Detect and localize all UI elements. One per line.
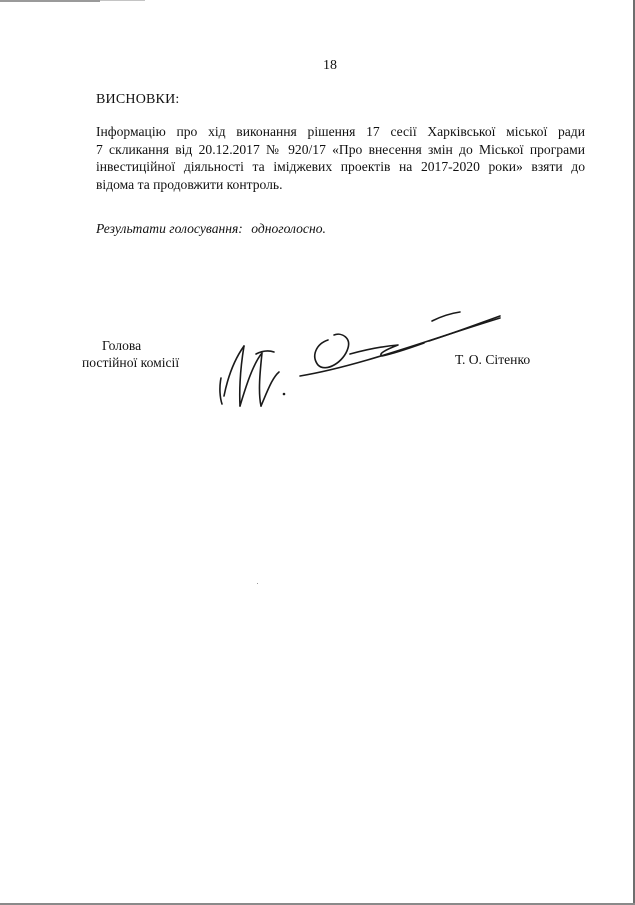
conclusion-paragraph bbox=[96, 123, 585, 193]
signatory-name: Т. О. Сітенко bbox=[455, 352, 531, 367]
paragraph-line: відома та продовжити контроль. bbox=[96, 176, 283, 192]
section-heading: ВИСНОВКИ: bbox=[96, 92, 180, 107]
paragraph-line: 7 скликання від 20.12.2017 № 920/17 «Про внесення змін до Міської програми bbox=[96, 141, 585, 157]
signatory-role-line: Голова bbox=[102, 338, 142, 353]
voting-value: одноголосно. bbox=[251, 221, 326, 236]
scan-edge bbox=[100, 0, 145, 1]
scan-edge bbox=[0, 0, 100, 2]
scan-speck bbox=[257, 583, 258, 584]
page-number: 18 bbox=[323, 58, 337, 73]
paragraph-line: Інформацію про хід виконання рішення 17 сесії Харківської міської ради bbox=[96, 124, 585, 139]
paragraph-line: інвестиційної діяльності та іміджевих проектів на 2017-2020 роки» взяти до bbox=[96, 159, 585, 174]
signatory-role-line: постійної комісії bbox=[82, 355, 180, 370]
voting-result bbox=[96, 221, 326, 237]
signatory-role bbox=[82, 337, 179, 371]
voting-label: Результати голосування: bbox=[96, 221, 243, 236]
